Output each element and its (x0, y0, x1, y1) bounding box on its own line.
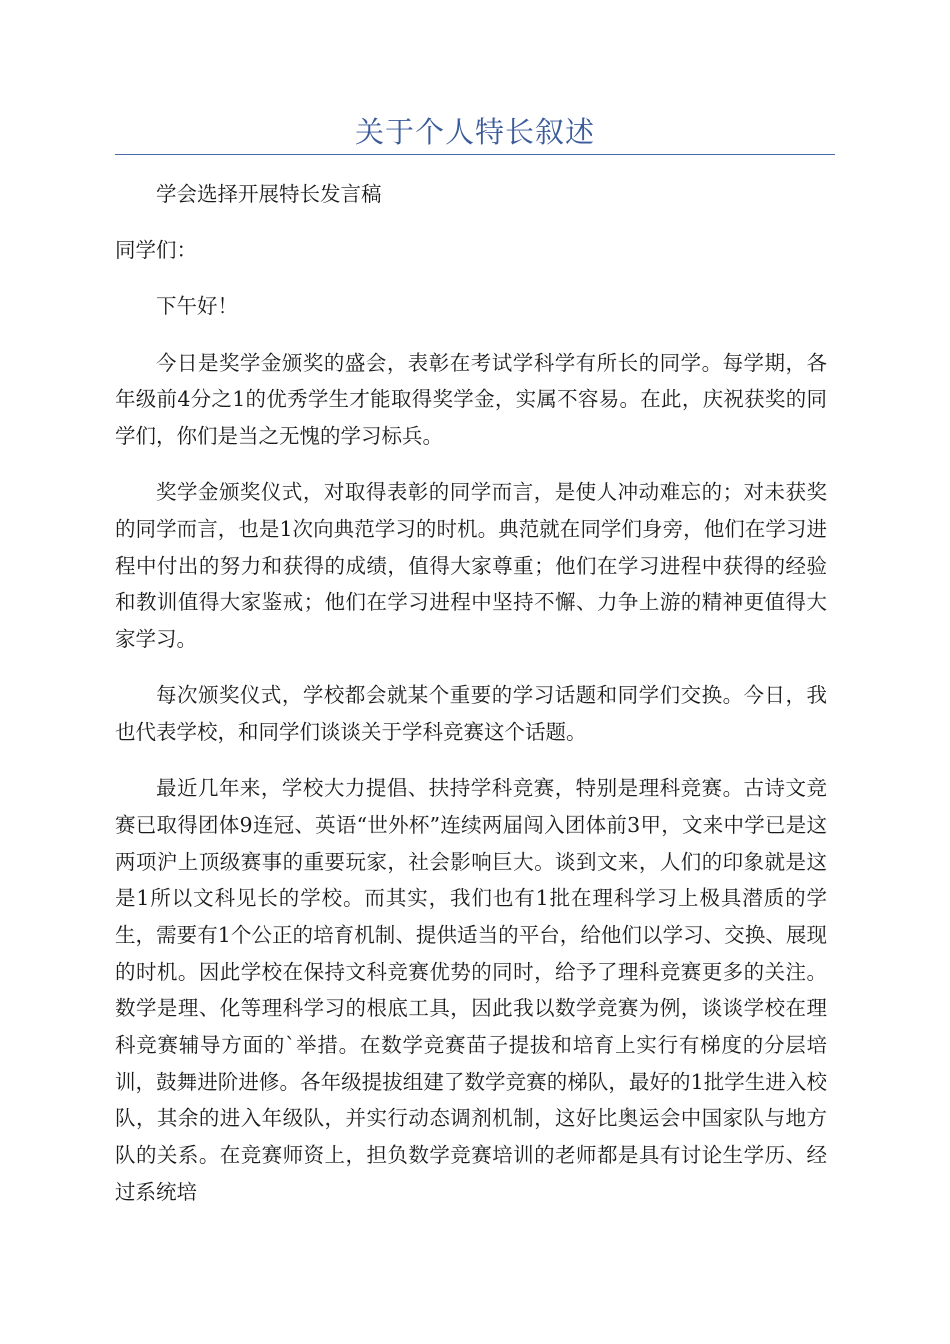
body-paragraph: 今日是奖学金颁奖的盛会，表彰在考试学科学有所长的同学。每学期，各年级前4分之1的优秀学生才能取得奖学金，实属不容易。在此，庆祝获奖的同学们，你们是当之无愧的学习标兵。 (115, 350, 827, 449)
speech-heading: 学会选择开展特长发言稿 (156, 182, 382, 206)
salutation: 同学们： (115, 238, 197, 263)
document-body (115, 176, 827, 1230)
body-paragraph: 每次颁奖仪式，学校都会就某个重要的学习话题和同学们交换。今日，我也代表学校，和同学们谈谈关于学科竞赛这个话题。 (115, 683, 827, 744)
title-underline (115, 154, 835, 155)
greeting: 下午好！ (156, 294, 238, 319)
body-paragraph: 最近几年来，学校大力提倡、扶持学科竞赛，特别是理科竞赛。古诗文竞赛已取得团体9连冠、英语“世外杯”连续两届闯入团体前3甲，文来中学已是这两项沪上顶级赛事的重要玩家，社会影响巨大。谈到文来，人们的印象就是这是1所以文科见长的学校。而其实，我们也有1批在理科学习上极具潜质的学生，需要有1个公正的培育机制、提供适当的平台，给他们以学习、交换、展现的时机。因此学校在保持文科竞赛优势的同时，给予了理科竞赛更多的关注。数学是理、化等理科学习的根底工具，因此我以数学竞赛为例，谈谈学校在理科竞赛辅导方面的`举措。在数学竞赛苗子提拔和培育上实行有梯度的分层培训，鼓舞进阶进修。各年级提拔组建了数学竞赛的梯队，最好的1批学生进入校队，其余的进入年级队，并实行动态调剂机制，这好比奥运会中国家队与地方队的关系。在竞赛师资上，担负数学竞赛培训的老师都是具有讨论生学历、经过系统培 (115, 776, 827, 1204)
document-title: 关于个人特长叙述 (354, 115, 595, 149)
body-paragraph: 奖学金颁奖仪式，对取得表彰的同学而言，是使人冲动难忘的；对未获奖的同学而言，也是1次向典范学习的时机。典范就在同学们身旁，他们在学习进程中付出的努力和获得的成绩，值得大家尊重；他们在学习进程中获得的经验和教训值得大家鉴戒；他们在学习进程中坚持不懈、力争上游的精神更值得大家学习。 (115, 480, 827, 652)
